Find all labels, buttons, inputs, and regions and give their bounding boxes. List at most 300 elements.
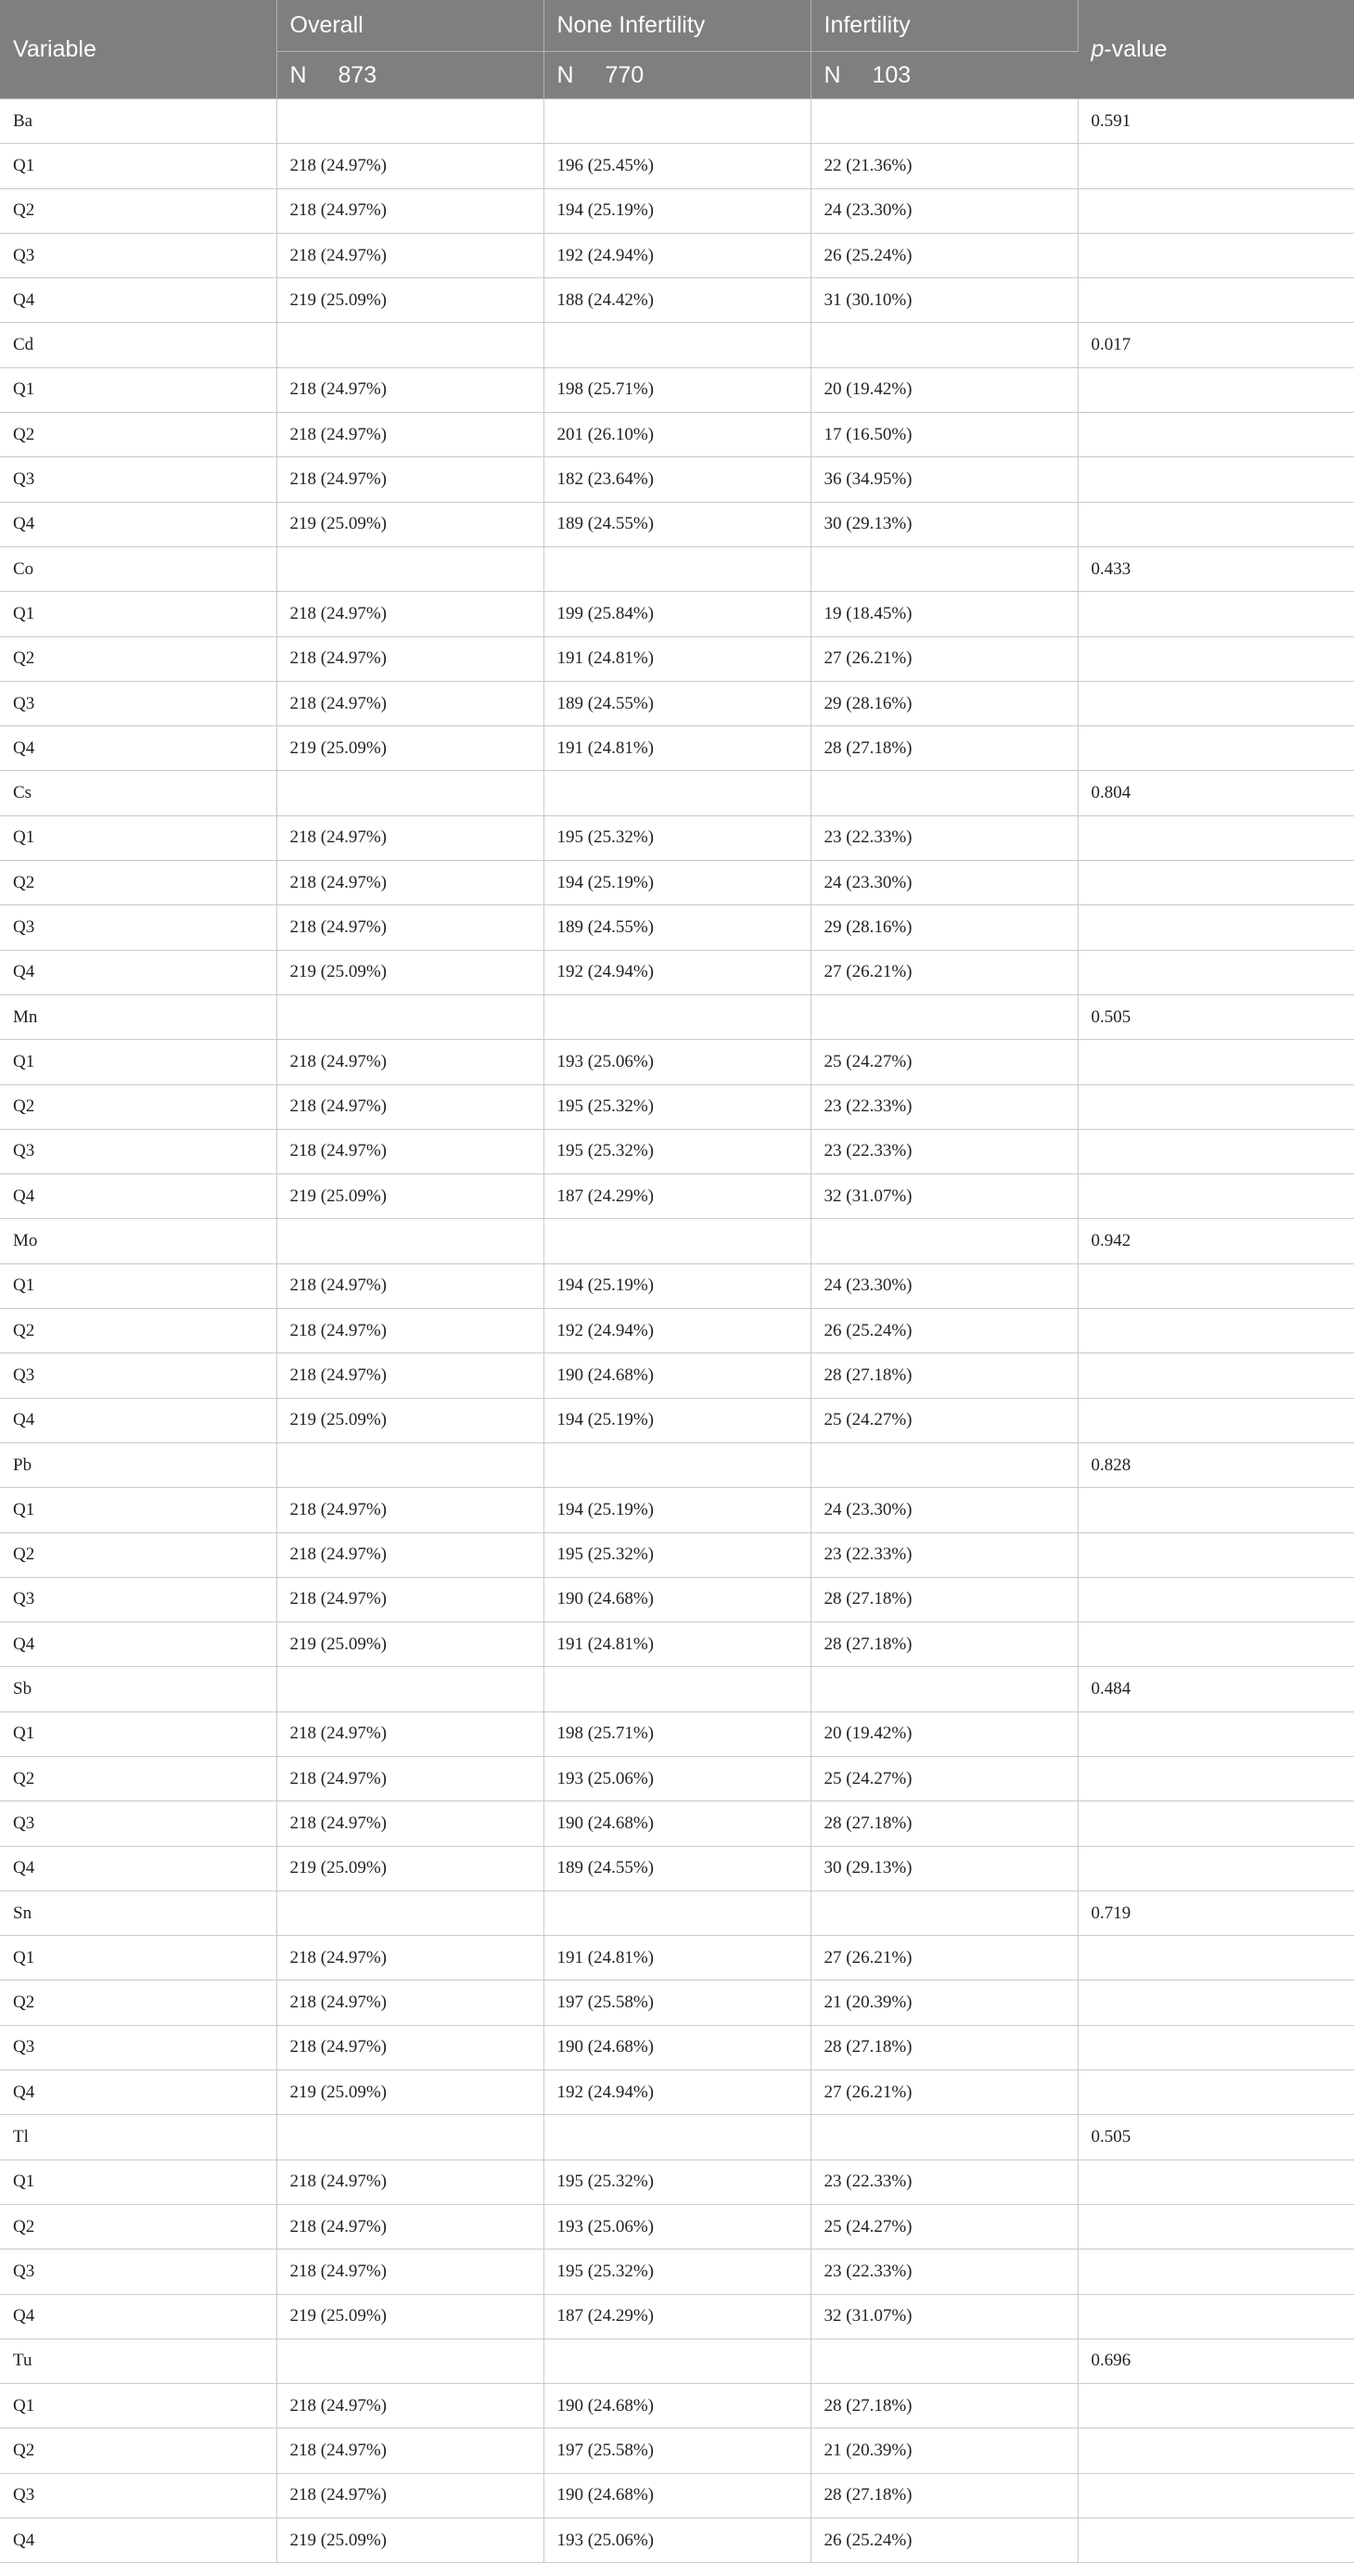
quartile-cell: Q4 <box>0 2294 276 2339</box>
overall-cell: 218 (24.97%) <box>276 1936 543 1980</box>
empty-cell <box>811 771 1078 815</box>
empty-cell <box>543 1219 811 1263</box>
none-infertility-cell: 190 (24.68%) <box>543 1577 811 1621</box>
table-row <box>0 2473 1354 2518</box>
infertility-cell: 30 (29.13%) <box>811 502 1078 546</box>
empty-cell <box>1078 2294 1354 2339</box>
empty-cell <box>1078 726 1354 771</box>
header-overall: Overall <box>276 0 543 52</box>
n-value: 873 <box>338 61 377 88</box>
none-infertility-cell: 192 (24.94%) <box>543 950 811 994</box>
table-row <box>0 1622 1354 1667</box>
none-infertility-cell: 191 (24.81%) <box>543 1622 811 1667</box>
table-row <box>0 1398 1354 1442</box>
infertility-cell: 29 (28.16%) <box>811 681 1078 725</box>
infertility-cell: 22 (21.36%) <box>811 144 1078 188</box>
table-row <box>0 861 1354 905</box>
table-row <box>0 1263 1354 1308</box>
overall-cell: 218 (24.97%) <box>276 1801 543 1846</box>
overall-cell: 219 (25.09%) <box>276 726 543 771</box>
empty-cell <box>1078 905 1354 950</box>
overall-cell: 219 (25.09%) <box>276 1622 543 1667</box>
table-row <box>0 1801 1354 1846</box>
quartile-cell: Q1 <box>0 144 276 188</box>
quartile-cell: Q2 <box>0 188 276 233</box>
empty-cell <box>1078 2384 1354 2429</box>
infertility-cell: 25 (24.27%) <box>811 1040 1078 1084</box>
quartile-cell: Q2 <box>0 2204 276 2249</box>
none-infertility-cell: 196 (25.45%) <box>543 144 811 188</box>
empty-cell <box>276 99 543 144</box>
overall-cell: 218 (24.97%) <box>276 233 543 277</box>
n-none-infertility <box>543 52 811 99</box>
empty-cell <box>1078 2429 1354 2473</box>
none-infertility-cell: 195 (25.32%) <box>543 2159 811 2204</box>
overall-cell: 219 (25.09%) <box>276 950 543 994</box>
empty-cell <box>276 546 543 591</box>
table-row <box>0 1353 1354 1398</box>
table-row <box>0 188 1354 233</box>
overall-cell: 218 (24.97%) <box>276 1084 543 1129</box>
overall-cell: 218 (24.97%) <box>276 2025 543 2070</box>
table-row <box>0 1936 1354 1980</box>
table-row <box>0 1040 1354 1084</box>
none-infertility-cell: 189 (24.55%) <box>543 502 811 546</box>
quartile-cell: Q2 <box>0 861 276 905</box>
overall-cell: 219 (25.09%) <box>276 2294 543 2339</box>
overall-cell: 218 (24.97%) <box>276 2384 543 2429</box>
overall-cell: 218 (24.97%) <box>276 1129 543 1173</box>
empty-cell <box>543 994 811 1039</box>
quartile-cell: Q1 <box>0 1040 276 1084</box>
n-overall <box>276 52 543 99</box>
table-row <box>0 2159 1354 2204</box>
none-infertility-cell: 192 (24.94%) <box>543 2070 811 2115</box>
none-infertility-cell: 190 (24.68%) <box>543 2025 811 2070</box>
empty-cell <box>1078 2070 1354 2115</box>
empty-cell <box>1078 1488 1354 1532</box>
quartile-cell: Q3 <box>0 2025 276 2070</box>
none-infertility-cell: 192 (24.94%) <box>543 233 811 277</box>
empty-cell <box>811 994 1078 1039</box>
header-infertility: Infertility <box>811 0 1078 52</box>
empty-cell <box>1078 457 1354 502</box>
group-row <box>0 2115 1354 2159</box>
p-value: 0.804 <box>1078 771 1354 815</box>
empty-cell <box>1078 1801 1354 1846</box>
infertility-cell: 23 (22.33%) <box>811 2159 1078 2204</box>
table-row <box>0 815 1354 860</box>
empty-cell <box>543 1667 811 1711</box>
none-infertility-cell: 197 (25.58%) <box>543 2429 811 2473</box>
p-value: 0.719 <box>1078 1890 1354 1935</box>
quartile-cell: Q1 <box>0 1263 276 1308</box>
empty-cell <box>1078 1174 1354 1219</box>
empty-cell <box>1078 592 1354 636</box>
header-p-value <box>1078 0 1354 99</box>
none-infertility-cell: 193 (25.06%) <box>543 2518 811 2563</box>
none-infertility-cell: 195 (25.32%) <box>543 1532 811 1577</box>
empty-cell <box>543 1890 811 1935</box>
overall-cell: 218 (24.97%) <box>276 905 543 950</box>
infertility-cell: 23 (22.33%) <box>811 2249 1078 2294</box>
infertility-cell: 30 (29.13%) <box>811 1846 1078 1890</box>
empty-cell <box>543 771 811 815</box>
table-header <box>0 0 1354 99</box>
infertility-cell: 27 (26.21%) <box>811 1936 1078 1980</box>
none-infertility-cell: 191 (24.81%) <box>543 726 811 771</box>
overall-cell: 218 (24.97%) <box>276 1756 543 1801</box>
group-name: Co <box>0 546 276 591</box>
table-row <box>0 592 1354 636</box>
quartile-cell: Q4 <box>0 726 276 771</box>
empty-cell <box>1078 144 1354 188</box>
none-infertility-cell: 195 (25.32%) <box>543 2249 811 2294</box>
empty-cell <box>1078 1040 1354 1084</box>
overall-cell: 218 (24.97%) <box>276 2429 543 2473</box>
none-infertility-cell: 189 (24.55%) <box>543 1846 811 1890</box>
overall-cell: 218 (24.97%) <box>276 413 543 457</box>
quartile-cell: Q4 <box>0 950 276 994</box>
none-infertility-cell: 198 (25.71%) <box>543 1711 811 1756</box>
none-infertility-cell: 195 (25.32%) <box>543 1084 811 1129</box>
none-infertility-cell: 195 (25.32%) <box>543 1129 811 1173</box>
n-value: 103 <box>872 61 912 88</box>
overall-cell: 219 (25.09%) <box>276 1846 543 1890</box>
infertility-cell: 32 (31.07%) <box>811 1174 1078 1219</box>
table-row <box>0 2294 1354 2339</box>
overall-cell: 218 (24.97%) <box>276 1353 543 1398</box>
table-row <box>0 1174 1354 1219</box>
table-row <box>0 2070 1354 2115</box>
overall-cell: 218 (24.97%) <box>276 815 543 860</box>
quartile-cell: Q2 <box>0 1980 276 2025</box>
none-infertility-cell: 189 (24.55%) <box>543 681 811 725</box>
infertility-cell: 36 (34.95%) <box>811 457 1078 502</box>
empty-cell <box>543 323 811 367</box>
table-row <box>0 1488 1354 1532</box>
overall-cell: 218 (24.97%) <box>276 681 543 725</box>
empty-cell <box>1078 2025 1354 2070</box>
quartile-cell: Q1 <box>0 2159 276 2204</box>
empty-cell <box>811 546 1078 591</box>
empty-cell <box>1078 2249 1354 2294</box>
quartile-cell: Q2 <box>0 1756 276 1801</box>
table-row <box>0 1756 1354 1801</box>
empty-cell <box>276 1890 543 1935</box>
header-row <box>0 0 1354 52</box>
infertility-cell: 24 (23.30%) <box>811 1263 1078 1308</box>
quartile-cell: Q4 <box>0 2518 276 2563</box>
group-name: Sb <box>0 1667 276 1711</box>
empty-cell <box>1078 1846 1354 1890</box>
quartile-cell: Q1 <box>0 1936 276 1980</box>
infertility-cell: 28 (27.18%) <box>811 1622 1078 1667</box>
infertility-cell: 20 (19.42%) <box>811 367 1078 412</box>
infertility-cell: 25 (24.27%) <box>811 1398 1078 1442</box>
group-row <box>0 1442 1354 1487</box>
none-infertility-cell: 187 (24.29%) <box>543 1174 811 1219</box>
empty-cell <box>811 323 1078 367</box>
none-infertility-cell: 191 (24.81%) <box>543 1936 811 1980</box>
infertility-cell: 29 (28.16%) <box>811 905 1078 950</box>
header-none-infertility: None Infertility <box>543 0 811 52</box>
quartile-cell: Q1 <box>0 367 276 412</box>
quartile-cell: Q4 <box>0 1174 276 1219</box>
group-name: Mo <box>0 1219 276 1263</box>
empty-cell <box>543 2115 811 2159</box>
infertility-cell: 19 (18.45%) <box>811 592 1078 636</box>
infertility-cell: 28 (27.18%) <box>811 2473 1078 2518</box>
empty-cell <box>1078 233 1354 277</box>
overall-cell: 218 (24.97%) <box>276 2204 543 2249</box>
p-value: 0.696 <box>1078 2339 1354 2383</box>
group-name: Tu <box>0 2339 276 2383</box>
overall-cell: 218 (24.97%) <box>276 1263 543 1308</box>
overall-cell: 218 (24.97%) <box>276 1577 543 1621</box>
infertility-cell: 27 (26.21%) <box>811 636 1078 681</box>
none-infertility-cell: 199 (25.84%) <box>543 592 811 636</box>
group-row <box>0 1890 1354 1935</box>
p-value: 0.433 <box>1078 546 1354 591</box>
empty-cell <box>276 323 543 367</box>
overall-cell: 218 (24.97%) <box>276 2159 543 2204</box>
quartile-cell: Q2 <box>0 1309 276 1353</box>
none-infertility-cell: 190 (24.68%) <box>543 1801 811 1846</box>
none-infertility-cell: 189 (24.55%) <box>543 905 811 950</box>
empty-cell <box>811 1442 1078 1487</box>
none-infertility-cell: 194 (25.19%) <box>543 188 811 233</box>
infertility-cell: 23 (22.33%) <box>811 1129 1078 1173</box>
table-row <box>0 1711 1354 1756</box>
table-row <box>0 233 1354 277</box>
none-infertility-cell: 194 (25.19%) <box>543 1488 811 1532</box>
overall-cell: 219 (25.09%) <box>276 502 543 546</box>
empty-cell <box>811 1890 1078 1935</box>
n-label: N <box>289 61 307 88</box>
group-row <box>0 2339 1354 2383</box>
infertility-cell: 21 (20.39%) <box>811 1980 1078 2025</box>
table-row <box>0 726 1354 771</box>
table-row <box>0 502 1354 546</box>
quartile-cell: Q4 <box>0 1846 276 1890</box>
empty-cell <box>811 99 1078 144</box>
overall-cell: 219 (25.09%) <box>276 2518 543 2563</box>
empty-cell <box>543 546 811 591</box>
empty-cell <box>1078 1711 1354 1756</box>
overall-cell: 218 (24.97%) <box>276 1980 543 2025</box>
quartile-cell: Q3 <box>0 457 276 502</box>
table-row <box>0 905 1354 950</box>
quartile-cell: Q3 <box>0 2473 276 2518</box>
none-infertility-cell: 194 (25.19%) <box>543 861 811 905</box>
empty-cell <box>276 2339 543 2383</box>
table-row <box>0 1309 1354 1353</box>
header-variable: Variable <box>0 0 276 99</box>
header-p-italic: p <box>1091 35 1105 62</box>
none-infertility-cell: 190 (24.68%) <box>543 2384 811 2429</box>
header-p-rest: -value <box>1104 35 1168 62</box>
p-value: 0.505 <box>1078 2115 1354 2159</box>
infertility-cell: 23 (22.33%) <box>811 1532 1078 1577</box>
overall-cell: 219 (25.09%) <box>276 1398 543 1442</box>
none-infertility-cell: 201 (26.10%) <box>543 413 811 457</box>
empty-cell <box>1078 367 1354 412</box>
quartile-cell: Q1 <box>0 1711 276 1756</box>
empty-cell <box>1078 681 1354 725</box>
empty-cell <box>1078 815 1354 860</box>
none-infertility-cell: 194 (25.19%) <box>543 1398 811 1442</box>
infertility-cell: 26 (25.24%) <box>811 2518 1078 2563</box>
empty-cell <box>1078 1084 1354 1129</box>
infertility-cell: 28 (27.18%) <box>811 1801 1078 1846</box>
empty-cell <box>276 1219 543 1263</box>
infertility-cell: 28 (27.18%) <box>811 726 1078 771</box>
overall-cell: 218 (24.97%) <box>276 592 543 636</box>
infertility-cell: 24 (23.30%) <box>811 861 1078 905</box>
overall-cell: 219 (25.09%) <box>276 1174 543 1219</box>
group-row <box>0 323 1354 367</box>
infertility-cell: 28 (27.18%) <box>811 2384 1078 2429</box>
group-name: Cs <box>0 771 276 815</box>
overall-cell: 218 (24.97%) <box>276 457 543 502</box>
empty-cell <box>1078 1309 1354 1353</box>
table-row <box>0 1084 1354 1129</box>
infertility-cell: 25 (24.27%) <box>811 1756 1078 1801</box>
empty-cell <box>1078 2473 1354 2518</box>
n-value: 770 <box>605 61 645 88</box>
empty-cell <box>811 2339 1078 2383</box>
infertility-cell: 28 (27.18%) <box>811 1353 1078 1398</box>
overall-cell: 218 (24.97%) <box>276 2473 543 2518</box>
quartile-cell: Q4 <box>0 1398 276 1442</box>
overall-cell: 218 (24.97%) <box>276 144 543 188</box>
empty-cell <box>276 1667 543 1711</box>
overall-cell: 218 (24.97%) <box>276 1488 543 1532</box>
p-value: 0.942 <box>1078 1219 1354 1263</box>
infertility-cell: 24 (23.30%) <box>811 1488 1078 1532</box>
overall-cell: 218 (24.97%) <box>276 1040 543 1084</box>
empty-cell <box>1078 502 1354 546</box>
quartile-cell: Q3 <box>0 1129 276 1173</box>
overall-cell: 218 (24.97%) <box>276 1711 543 1756</box>
group-name: Sn <box>0 1890 276 1935</box>
none-infertility-cell: 198 (25.71%) <box>543 367 811 412</box>
empty-cell <box>1078 636 1354 681</box>
empty-cell <box>1078 861 1354 905</box>
p-value: 0.828 <box>1078 1442 1354 1487</box>
group-row <box>0 546 1354 591</box>
none-infertility-cell: 188 (24.42%) <box>543 278 811 323</box>
overall-cell: 218 (24.97%) <box>276 1532 543 1577</box>
overall-cell: 218 (24.97%) <box>276 188 543 233</box>
table-row <box>0 2204 1354 2249</box>
table-row <box>0 681 1354 725</box>
none-infertility-cell: 192 (24.94%) <box>543 1309 811 1353</box>
group-row <box>0 99 1354 144</box>
empty-cell <box>1078 2159 1354 2204</box>
empty-cell <box>543 2339 811 2383</box>
p-value: 0.505 <box>1078 994 1354 1039</box>
table-row <box>0 367 1354 412</box>
empty-cell <box>1078 1532 1354 1577</box>
overall-cell: 218 (24.97%) <box>276 2249 543 2294</box>
table-row <box>0 950 1354 994</box>
quartile-cell: Q4 <box>0 502 276 546</box>
empty-cell <box>1078 950 1354 994</box>
infertility-cell: 31 (30.10%) <box>811 278 1078 323</box>
table-row <box>0 2384 1354 2429</box>
p-value: 0.484 <box>1078 1667 1354 1711</box>
p-value: 0.591 <box>1078 99 1354 144</box>
quartile-cell: Q3 <box>0 233 276 277</box>
table-row <box>0 2429 1354 2473</box>
overall-cell: 218 (24.97%) <box>276 636 543 681</box>
overall-cell: 218 (24.97%) <box>276 1309 543 1353</box>
quartile-cell: Q2 <box>0 2429 276 2473</box>
n-infertility <box>811 52 1078 99</box>
empty-cell <box>1078 1263 1354 1308</box>
quartile-cell: Q4 <box>0 278 276 323</box>
quartile-cell: Q4 <box>0 2070 276 2115</box>
empty-cell <box>1078 2518 1354 2563</box>
group-name: Cd <box>0 323 276 367</box>
quartile-cell: Q1 <box>0 815 276 860</box>
infertility-cell: 21 (20.39%) <box>811 2429 1078 2473</box>
empty-cell <box>1078 1936 1354 1980</box>
table-row <box>0 413 1354 457</box>
empty-cell <box>1078 2204 1354 2249</box>
none-infertility-cell: 190 (24.68%) <box>543 1353 811 1398</box>
p-value: 0.017 <box>1078 323 1354 367</box>
infertility-cell: 27 (26.21%) <box>811 950 1078 994</box>
empty-cell <box>811 1219 1078 1263</box>
table-row <box>0 1532 1354 1577</box>
empty-cell <box>1078 278 1354 323</box>
empty-cell <box>1078 1622 1354 1667</box>
quartile-cell: Q4 <box>0 1622 276 1667</box>
table-row <box>0 1577 1354 1621</box>
infertility-cell: 20 (19.42%) <box>811 1711 1078 1756</box>
none-infertility-cell: 187 (24.29%) <box>543 2294 811 2339</box>
infertility-cell: 17 (16.50%) <box>811 413 1078 457</box>
empty-cell <box>1078 1980 1354 2025</box>
infertility-cell: 28 (27.18%) <box>811 2025 1078 2070</box>
infertility-cell: 26 (25.24%) <box>811 233 1078 277</box>
group-name: Ba <box>0 99 276 144</box>
overall-cell: 218 (24.97%) <box>276 367 543 412</box>
quartile-cell: Q3 <box>0 681 276 725</box>
empty-cell <box>276 771 543 815</box>
infertility-cell: 23 (22.33%) <box>811 1084 1078 1129</box>
empty-cell <box>543 99 811 144</box>
group-row <box>0 1219 1354 1263</box>
group-row <box>0 1667 1354 1711</box>
quartile-cell: Q1 <box>0 2384 276 2429</box>
n-label: N <box>556 61 574 88</box>
group-row <box>0 994 1354 1039</box>
none-infertility-cell: 191 (24.81%) <box>543 636 811 681</box>
quartile-cell: Q3 <box>0 1353 276 1398</box>
quartile-cell: Q3 <box>0 905 276 950</box>
table-row <box>0 278 1354 323</box>
none-infertility-cell: 197 (25.58%) <box>543 1980 811 2025</box>
empty-cell <box>811 1667 1078 1711</box>
empty-cell <box>276 2115 543 2159</box>
empty-cell <box>1078 188 1354 233</box>
empty-cell <box>543 1442 811 1487</box>
empty-cell <box>1078 1398 1354 1442</box>
